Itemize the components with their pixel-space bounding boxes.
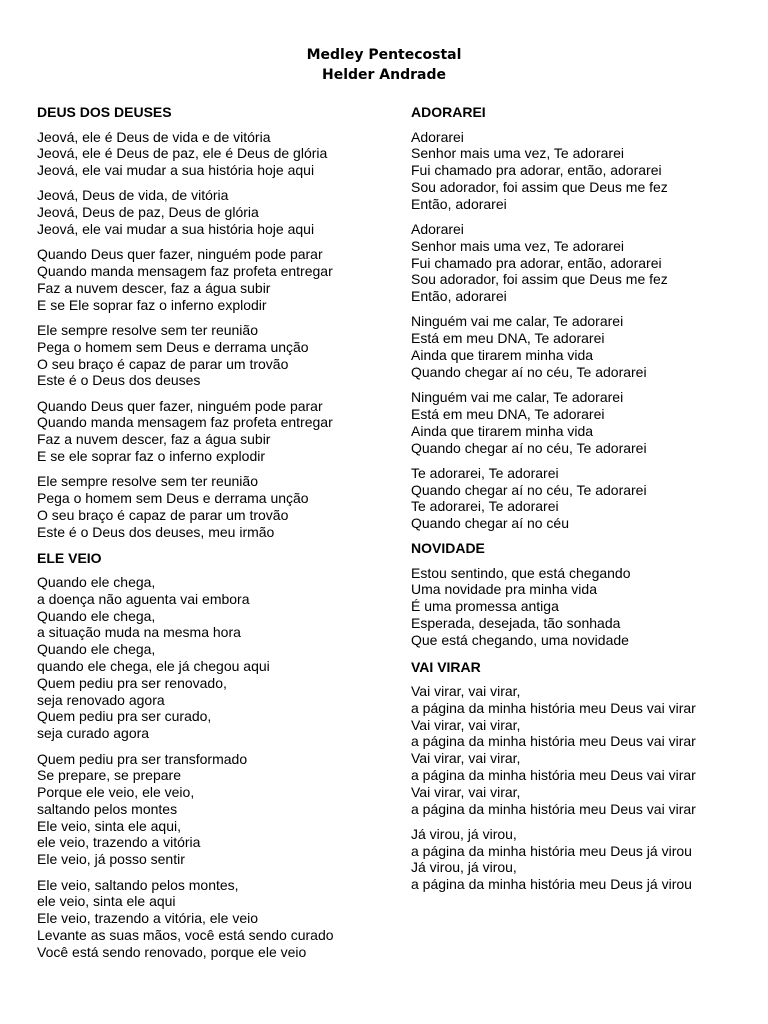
left-column — [37, 104, 382, 961]
lyric-line: Jeová, ele vai mudar a sua história hoje aqui — [37, 220, 315, 237]
lyric-line: Sou adorador, foi assim que Deus me fez — [411, 178, 668, 195]
lyric-line: Ele veio, já posso sentir — [37, 851, 185, 868]
lyric-line: a página da minha história meu Deus já virou — [411, 876, 692, 893]
lyric-line: Ele veio, sinta ele aqui, — [37, 817, 181, 834]
lyric-line: Quando chegar aí no céu, Te adorarei — [411, 439, 647, 456]
lyric-line: Quando manda mensagem faz profeta entregar — [37, 414, 333, 431]
document-artist: Helder Andrade — [322, 67, 446, 83]
lyric-line: Faz a nuvem descer, faz a água subir — [37, 279, 271, 296]
lyric-line: Quando ele chega, — [37, 607, 156, 624]
lyric-line: saltando pelos montes — [37, 800, 178, 817]
lyric-line: a página da minha história meu Deus vai virar — [411, 800, 696, 817]
lyric-line: a página da minha história meu Deus vai virar — [411, 699, 696, 716]
lyric-line: a página da minha história meu Deus vai virar — [411, 733, 696, 750]
song-section — [411, 659, 741, 894]
lyric-line: Fui chamado pra adorar, então, adorarei — [411, 254, 662, 271]
lyric-line: Este é o Deus dos deuses — [37, 372, 201, 389]
lyric-line: Você está sendo renovado, porque ele veio — [37, 943, 307, 960]
lyric-line: Ninguém vai me calar, Te adorarei — [411, 313, 624, 330]
lyric-line: Este é o Deus dos deuses, meu irmão — [37, 523, 275, 540]
lyric-line: Ele sempre resolve sem ter reunião — [37, 321, 258, 338]
lyric-stanza — [37, 322, 382, 389]
lyric-line: Fui chamado pra adorar, então, adorarei — [411, 162, 662, 179]
song-title: ELE VEIO — [37, 549, 102, 566]
document-header — [0, 45, 768, 85]
lyric-line: É uma promessa antiga — [411, 598, 559, 615]
lyric-line: ele veio, trazendo a vitória — [37, 834, 201, 851]
lyric-line: Porque ele veio, ele veio, — [37, 784, 195, 801]
lyric-line: Já virou, já virou, — [411, 859, 517, 876]
song-section — [411, 540, 741, 648]
lyric-line: Quando Deus quer fazer, ninguém pode parar — [37, 397, 323, 414]
song-title: NOVIDADE — [411, 540, 485, 557]
lyric-stanza — [37, 751, 382, 869]
lyric-line: Te adorarei, Te adorarei — [411, 498, 559, 515]
lyric-line: Quando chegar aí no céu, Te adorarei — [411, 363, 647, 380]
song-section — [37, 550, 382, 961]
lyric-stanza — [37, 473, 382, 540]
lyric-line: Sou adorador, foi assim que Deus me fez — [411, 271, 668, 288]
lyric-stanza — [411, 465, 741, 532]
lyric-line: Quem pediu pra ser transformado — [37, 750, 248, 767]
lyric-line: Quem pediu pra ser renovado, — [37, 674, 227, 691]
lyric-line: Estou sentindo, que está chegando — [411, 564, 631, 581]
lyric-stanza — [411, 221, 741, 305]
lyric-stanza — [411, 313, 741, 380]
lyric-line: O seu braço é capaz de parar um trovão — [37, 506, 289, 523]
lyric-line: Quando chegar aí no céu — [411, 515, 570, 532]
lyric-line: Jeová, Deus de paz, Deus de glória — [37, 204, 259, 221]
lyric-line: Ainda que tirarem minha vida — [411, 347, 594, 364]
lyric-stanza — [411, 565, 741, 649]
lyric-line: Jeová, ele vai mudar a sua história hoje aqui — [37, 162, 315, 179]
document-title: Medley Pentecostal — [306, 47, 462, 63]
lyric-line: Quando manda mensagem faz profeta entregar — [37, 263, 333, 280]
lyric-line: Faz a nuvem descer, faz a água subir — [37, 431, 271, 448]
lyric-line: Pega o homem sem Deus e derrama unção — [37, 338, 309, 355]
lyric-stanza — [411, 683, 741, 817]
lyric-stanza — [37, 187, 382, 237]
lyric-line: seja renovado agora — [37, 691, 165, 708]
lyric-line: Jeová, ele é Deus de vida e de vitória — [37, 128, 271, 145]
lyric-line: E se ele soprar faz o inferno explodir — [37, 448, 266, 465]
lyric-line: Já virou, já virou, — [411, 825, 517, 842]
lyric-line: Quando chegar aí no céu, Te adorarei — [411, 481, 647, 498]
lyric-line: Ninguém vai me calar, Te adorarei — [411, 389, 624, 406]
lyric-line: Ele veio, saltando pelos montes, — [37, 876, 239, 893]
lyric-line: Se prepare, se prepare — [37, 767, 181, 784]
lyric-stanza — [411, 826, 741, 893]
lyric-line: Está em meu DNA, Te adorarei — [411, 330, 605, 347]
song-section — [411, 104, 741, 532]
lyric-line: Pega o homem sem Deus e derrama unção — [37, 490, 309, 507]
lyric-line: Levante as suas mãos, você está sendo curado — [37, 926, 334, 943]
lyric-line: quando ele chega, ele já chegou aqui — [37, 658, 270, 675]
lyric-stanza — [37, 398, 382, 465]
lyric-line: Vai virar, vai virar, — [411, 783, 521, 800]
lyric-stanza — [411, 389, 741, 456]
song-title: ADORAREI — [411, 104, 486, 120]
lyric-line: Vai virar, vai virar, — [411, 683, 521, 700]
lyric-line: Quem pediu pra ser curado, — [37, 708, 212, 725]
lyric-stanza — [37, 129, 382, 179]
lyric-line: Que está chegando, uma novidade — [411, 631, 629, 648]
lyric-line: a página da minha história meu Deus vai virar — [411, 767, 696, 783]
lyric-line: Te adorarei, Te adorarei — [411, 464, 559, 481]
lyric-line: Está em meu DNA, Te adorarei — [411, 405, 605, 422]
song-title: VAI VIRAR — [411, 658, 481, 675]
lyric-line: O seu braço é capaz de parar um trovão — [37, 355, 289, 372]
lyric-line: ele veio, sinta ele aqui — [37, 893, 176, 910]
lyric-line: Vai virar, vai virar, — [411, 716, 521, 733]
lyric-line: Então, adorarei — [411, 288, 507, 305]
lyric-line: Senhor mais uma vez, Te adorarei — [411, 237, 624, 254]
song-section — [37, 104, 382, 541]
lyric-line: Senhor mais uma vez, Te adorarei — [411, 145, 624, 162]
lyric-line: Adorarei — [411, 220, 464, 237]
lyric-line: Quando ele chega, — [37, 641, 156, 658]
lyric-line: Quando ele chega, — [37, 574, 156, 591]
lyric-line: a doença não aguenta vai embora — [37, 590, 250, 607]
right-column — [411, 104, 741, 893]
lyric-line: Ainda que tirarem minha vida — [411, 422, 594, 439]
lyric-stanza — [411, 129, 741, 213]
lyric-line: Ele sempre resolve sem ter reunião — [37, 473, 258, 490]
lyric-stanza — [37, 574, 382, 742]
lyric-line: Uma novidade pra minha vida — [411, 581, 597, 598]
lyric-line: a página da minha história meu Deus já virou — [411, 842, 692, 859]
lyric-line: Adorarei — [411, 128, 464, 145]
lyric-line: a situação muda na mesma hora — [37, 624, 241, 641]
lyric-line: Jeová, Deus de vida, de vitória — [37, 187, 229, 204]
song-title: DEUS DOS DEUSES — [37, 104, 172, 120]
lyric-stanza — [37, 246, 382, 313]
lyric-line: E se Ele soprar faz o inferno explodir — [37, 296, 267, 313]
lyric-line: Quando Deus quer fazer, ninguém pode parar — [37, 246, 323, 263]
lyric-line: Ele veio, trazendo a vitória, ele veio — [37, 910, 259, 927]
lyric-stanza — [37, 877, 382, 961]
lyric-line: Jeová, ele é Deus de paz, ele é Deus de glória — [37, 145, 328, 162]
lyric-line: seja curado agora — [37, 725, 150, 742]
lyric-line: Esperada, desejada, tão sonhada — [411, 614, 621, 631]
lyric-line: Então, adorarei — [411, 195, 507, 212]
lyric-line: Vai virar, vai virar, — [411, 750, 521, 767]
